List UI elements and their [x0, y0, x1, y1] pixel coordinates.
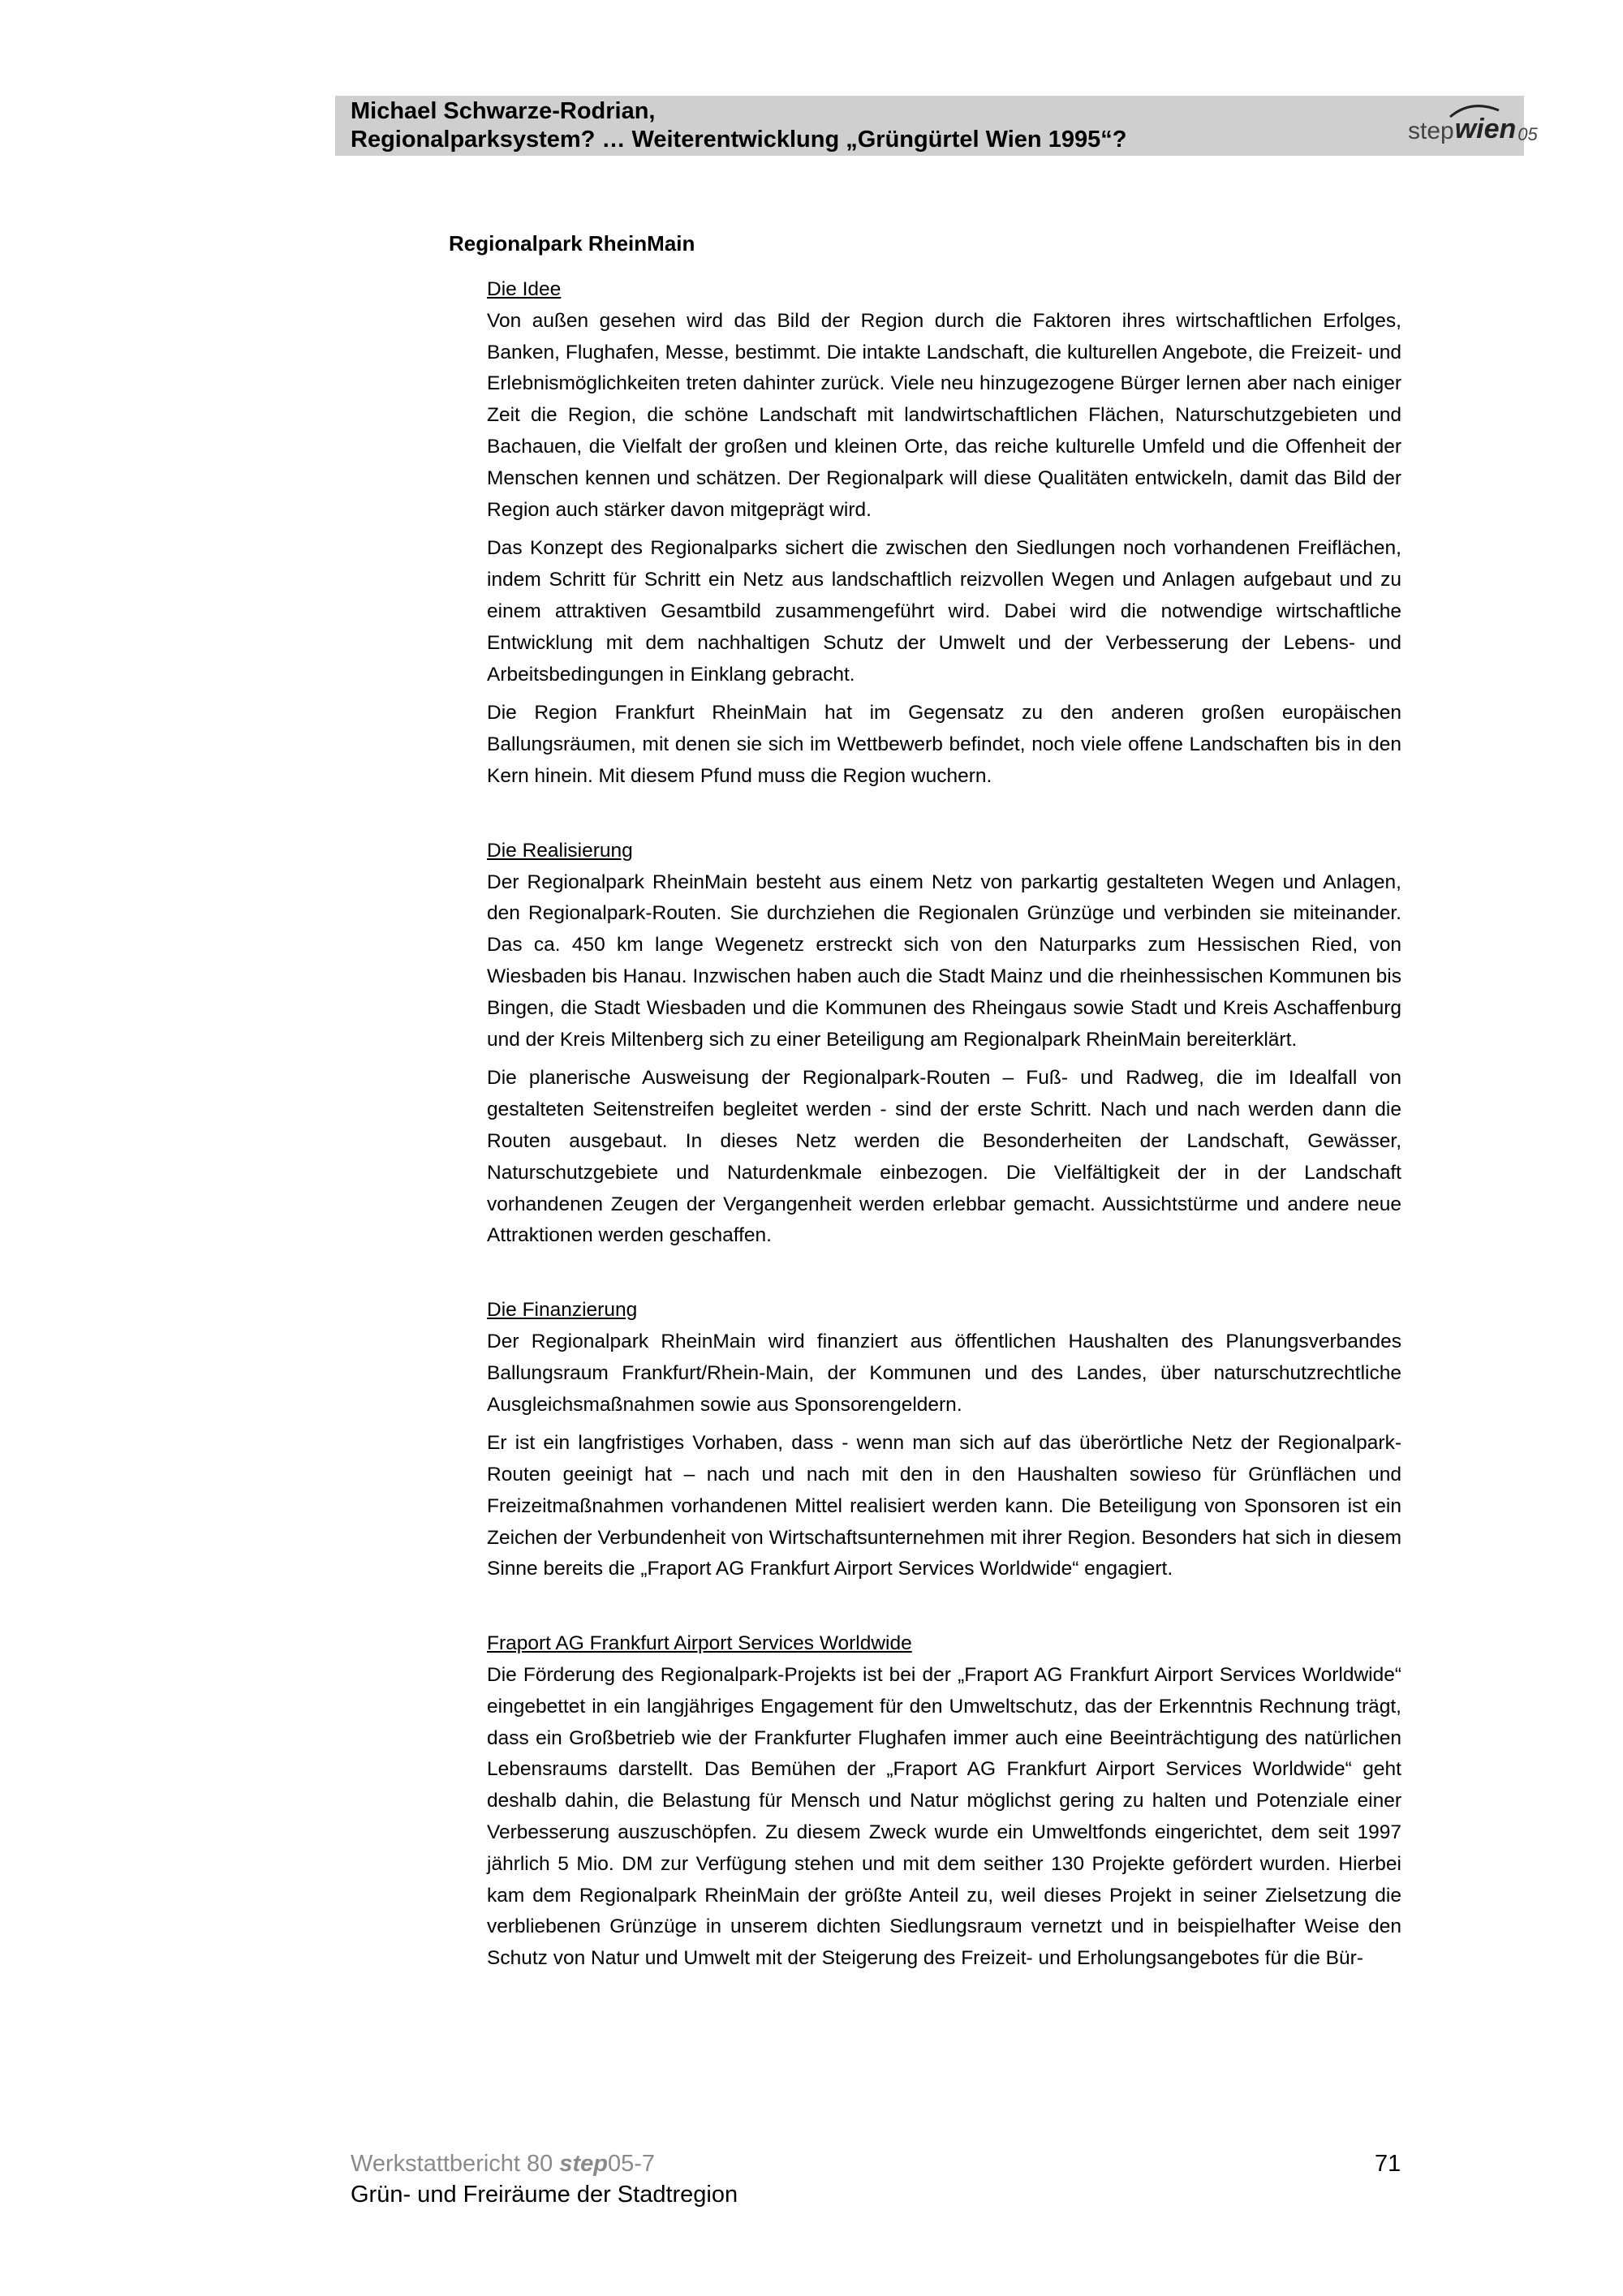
paragraph: Von außen gesehen wird das Bild der Region durch die Faktoren ihres wirtschaftlichen Erfolges, Banken, Flughafen, Messe, bestimmt. Die intakte Landschaft, die kulturellen Angebote, die Freizeit- und Erlebnismöglichkeiten treten dahinter zurück. Viele neu hinzugezogene Bürger lernen aber nach einiger Zeit die Region, die schöne Landschaft mit landwirtschaftlichen Flächen, Naturschutzgebieten und Bachauen, die Vielfalt der großen und kleinen Orte, das reiche kulturelle Umfeld und die Offenheit der Menschen kennen und schätzen. Der Regionalpark will diese Qualitäten entwickeln, damit das Bild der Region auch stärker davon mitgeprägt wird. [487, 309, 1401, 521]
paragraph: Das Konzept des Regionalparks sichert die zwischen den Siedlungen noch vorhandenen Freiflächen, indem Schritt für Schritt ein Netz aus landschaftlich reizvollen Wegen und Anlagen aufgebaut und zu einem attraktiven Gesamtbild zusammengeführt wird. Dabei wird die notwendige wirtschaftliche Entwicklung mit dem nachhaltigen Schutz der Umwelt und der Verbesserung der Lebens- und Arbeitsbedingungen in Einklang gebracht. [487, 537, 1401, 686]
paragraph: Der Regionalpark RheinMain wird finanziert aus öffentlichen Haushalten des Planungsverbandes Ballungsraum Frankfurt/Rhein-Main, der Kommunen und des Landes, über naturschutzrechtliche Ausgleichsmaßnahmen sowie aus Sponsorengeldern. [487, 1330, 1401, 1416]
footer-subtitle: Grün- und Freiräume der Stadtregion [351, 2182, 738, 2208]
section-fraport [487, 1628, 1401, 1975]
logo-05: 05 [1518, 124, 1538, 144]
section-heading: Fraport AG Frankfurt Airport Services Worldwide [487, 1632, 912, 1655]
paragraph: Die Region Frankfurt RheinMain hat im Gegensatz zu den anderen großen europäischen Ballungsräumen, mit denen sie sich im Wettbewerb befindet, noch viele offene Landschaften bis in den Kern hinein. Mit diesem Pfund muss die Region wuchern. [487, 702, 1401, 787]
header-author: Michael Schwarze-Rodrian, [351, 98, 656, 124]
section-heading: Die Realisierung [487, 839, 633, 862]
header-subtitle: Regionalparksystem? … Weiterentwicklung „Grüngürtel Wien 1995“? [351, 127, 1127, 153]
page-number: 71 [1375, 2151, 1401, 2177]
paragraph: Er ist ein langfristiges Vorhaben, dass - wenn man sich auf das überörtliche Netz der Regionalpark-Routen geeinigt hat – nach und nach mit den in den Haushalten sowieso für Grünflächen und Freizeitmaßnahmen vorhandenen Mittel realisiert werden kann. Die Beteiligung von Sponsoren ist ein Zeichen der Verbundenheit von Wirtschaftsunternehmen mit ihrer Region. Besonders hat sich in diesem Sinne bereits die „Fraport AG Frankfurt Airport Services Worldwide“ engagiert. [487, 1432, 1401, 1580]
step-wien-logo [1408, 102, 1538, 151]
section-heading: Die Finanzierung [487, 1299, 638, 1322]
section-heading: Die Idee [487, 278, 562, 300]
paragraph: Der Regionalpark RheinMain besteht aus einem Netz von parkartig gestalteten Wegen und Anlagen, den Regionalpark-Routen. Sie durchziehen die Regionalen Grünzüge und verbinden sie miteinander. Das ca. 450 km lange Wegenetz erstreckt sich von den Naturparks zum Hessischen Ried, von Wiesbaden bis Hanau. Inzwischen haben auch die Stadt Mainz und die rheinhessischen Kommunen bis Bingen, die Stadt Wiesbaden und die Kommunen des Rheingaus sowie Stadt und Kreis Aschaffenburg und der Kreis Miltenberg sich zu einer Beteiligung am Regionalpark RheinMain bereiterklärt. [487, 871, 1401, 1051]
body-text [487, 274, 1401, 1982]
footer [351, 2148, 738, 2210]
section-finanzierung [487, 1295, 1401, 1585]
section-title: Regionalpark RheinMain [449, 231, 695, 256]
paragraph: Die planerische Ausweisung der Regionalpark-Routen – Fuß- und Radweg, die im Idealfall von gestalteten Seitenstreifen begleitet werden - sind der erste Schritt. Nach und nach werden dann die Routen ausgebaut. In dieses Netz werden die Besonderheiten der Landschaft, Gewässer, Naturschutzgebiete und Naturdenkmale einbezogen. Die Vielfältigkeit der in der Landschaft vorhandenen Zeugen der Vergangenheit werden erlebbar gemacht. Aussichtstürme und andere neue Attraktionen werden geschaffen. [487, 1067, 1401, 1247]
paragraph: Die Förderung des Regionalpark-Projekts ist bei der „Fraport AG Frankfurt Airport Services Worldwide“ eingebettet in ein langjähriges Engagement für den Umweltschutz, das der Erkenntnis Rechnung trägt, dass ein Großbetrieb wie der Frankfurter Flughafen immer auch eine Beeinträchtigung des natürlichen Lebensraums darstellt. Das Bemühen der „Fraport AG Frankfurt Airport Services Worldwide“ geht deshalb dahin, die Belastung für Mensch und Natur möglichst gering zu halten und Potenziale einer Verbesserung auszuschöpfen. Zu diesem Zweck wurde ein Umweltfonds eingerichtet, dem seit 1997 jährlich 5 Mio. DM zur Verfügung stehen und mit dem seither 130 Projekte gefördert wurden. Hierbei kam dem Regionalpark RheinMain der größte Anteil zu, weil dieses Projekt in seiner Zielsetzung die verbliebenen Grünzüge in unserem dichten Siedlungsraum vernetzt und in beispielhafter Weise den Schutz von Natur und Umwelt mit der Steigerung des Freizeit- und Erholungsangebotes für die Bür- [487, 1664, 1401, 1970]
footer-series: Werkstattbericht 80 step05-7 [351, 2151, 656, 2177]
section-idee [487, 274, 1401, 793]
section-realisierung [487, 836, 1401, 1252]
logo-step: step [1408, 118, 1454, 144]
header-text [351, 97, 1126, 154]
logo-wien: wien [1454, 114, 1517, 144]
